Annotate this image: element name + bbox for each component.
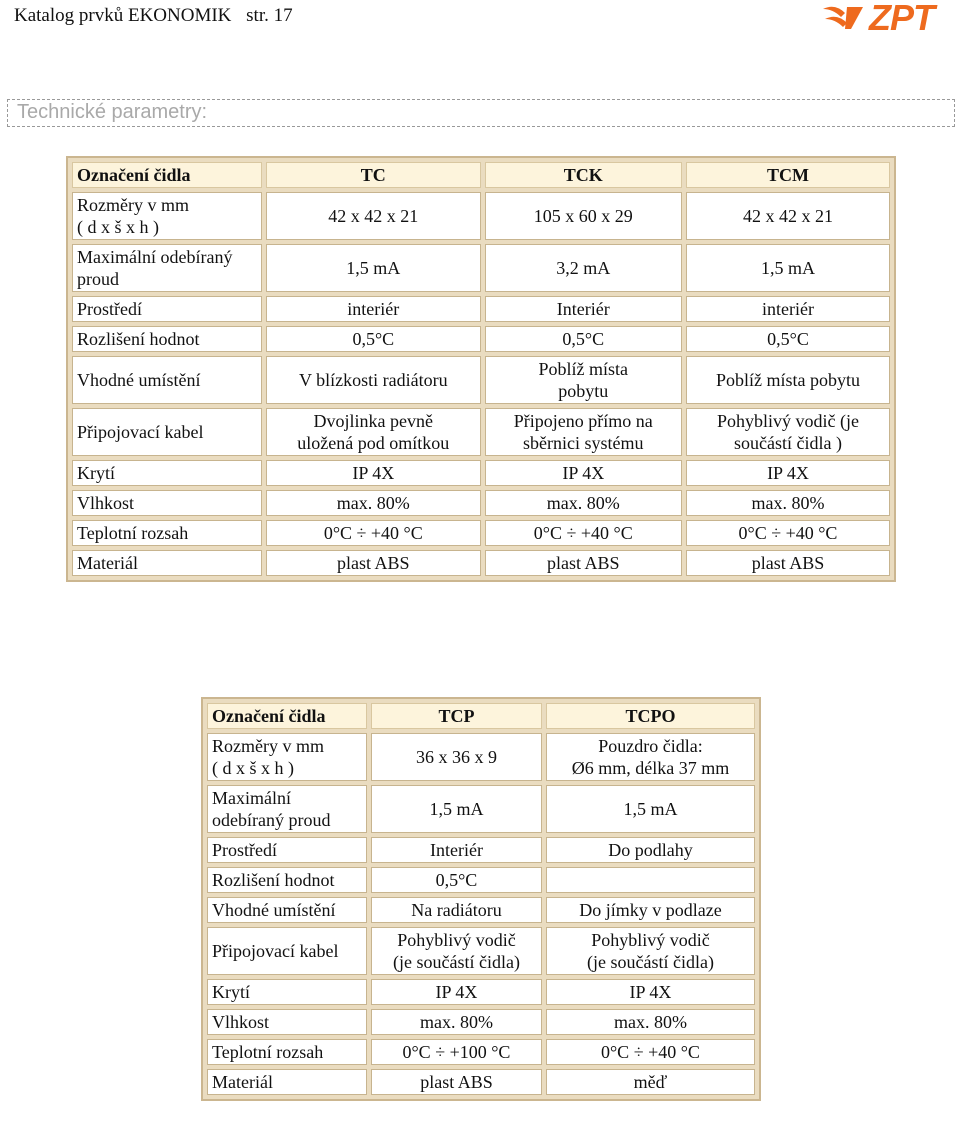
header-cell: TCPO [546,703,755,729]
label-line: proud [77,269,119,289]
table-cell [546,927,755,975]
table-cell: Do podlahy [546,837,755,863]
table-cell: max. 80% [686,490,890,516]
table-cell: 0°C ÷ +40 °C [686,520,890,546]
zpt-logo [821,0,934,38]
table-header-row [207,703,755,729]
table-cell: Interiér [371,837,542,863]
table-cell: 105 x 60 x 29 [485,192,682,240]
cell-line: Poblíž místa [538,359,629,379]
table-cell: 1,5 mA [686,244,890,292]
table-cell: 0,5°C [371,867,542,893]
table-cell: V blízkosti radiátoru [266,356,481,404]
table-row [72,550,890,576]
cell-line: Dvojlinka pevně [313,411,434,431]
table-row [207,979,755,1005]
table-cell: 1,5 mA [266,244,481,292]
table-cell: Na radiátoru [371,897,542,923]
row-label: Teplotní rozsah [207,1039,367,1065]
header-cell: TCP [371,703,542,729]
spec-table-tcp [201,697,761,1101]
section-title: Technické parametry: [17,101,208,123]
page-header [14,5,293,27]
table-row [207,897,755,923]
row-label: Prostředí [207,837,367,863]
table-cell [371,927,542,975]
row-label: Připojovací kabel [207,927,367,975]
table-cell: plast ABS [371,1069,542,1095]
table-cell: IP 4X [686,460,890,486]
table-cell: plast ABS [266,550,481,576]
table-row [207,927,755,975]
table-row [207,867,755,893]
row-label: Krytí [72,460,262,486]
table-cell: 36 x 36 x 9 [371,733,542,781]
table-row [72,192,890,240]
table-cell: 3,2 mA [485,244,682,292]
row-label: Připojovací kabel [72,408,262,456]
row-label: Vlhkost [72,490,262,516]
table-cell: Do jímky v podlaze [546,897,755,923]
table-row [207,733,755,781]
table-cell: 0°C ÷ +40 °C [266,520,481,546]
table-row [72,296,890,322]
table-row [72,356,890,404]
table-cell: max. 80% [371,1009,542,1035]
header-cell: TC [266,162,481,188]
table-row [207,1009,755,1035]
row-label: Vlhkost [207,1009,367,1035]
table-cell: IP 4X [485,460,682,486]
table-cell: 0,5°C [266,326,481,352]
table-cell: 42 x 42 x 21 [266,192,481,240]
table-cell: plast ABS [485,550,682,576]
page-number: str. 17 [246,5,293,26]
table-cell: Interiér [485,296,682,322]
table-cell: měď [546,1069,755,1095]
label-line: Rozměry v mm [212,736,324,756]
row-label: Materiál [207,1069,367,1095]
table-cell: max. 80% [266,490,481,516]
table-row [72,490,890,516]
table-cell: 42 x 42 x 21 [686,192,890,240]
cell-line: Pohyblivý vodič [397,930,516,950]
row-label: Vhodné umístění [72,356,262,404]
table-row [72,408,890,456]
row-label: Prostředí [72,296,262,322]
table-row [207,1039,755,1065]
table-cell: IP 4X [546,979,755,1005]
table-cell: 0°C ÷ +100 °C [371,1039,542,1065]
section-header-box [7,99,955,127]
table-cell: plast ABS [686,550,890,576]
row-label: Krytí [207,979,367,1005]
row-label: Vhodné umístění [207,897,367,923]
header-cell: TCK [485,162,682,188]
table-cell [546,867,755,893]
label-line: ( d x š x h ) [212,758,294,778]
table-cell: 0,5°C [485,326,682,352]
row-label [207,733,367,781]
cell-line: (je součástí čidla) [392,952,520,972]
row-label: Teplotní rozsah [72,520,262,546]
table-cell [266,408,481,456]
table-cell [485,408,682,456]
row-label [72,244,262,292]
table-row [207,837,755,863]
label-line: Rozměry v mm [77,195,189,215]
table-cell [686,408,890,456]
row-label: Materiál [72,550,262,576]
table-row [72,460,890,486]
table-row [207,1069,755,1095]
label-line: odebíraný proud [212,810,331,830]
table-row [207,785,755,833]
cell-line: sběrnici systému [523,433,644,453]
table-cell: interiér [266,296,481,322]
label-line: ( d x š x h ) [77,217,159,237]
cell-line: Pohyblivý vodič [591,930,710,950]
table-cell [546,733,755,781]
label-line: Maximální [212,788,291,808]
table-cell: 0,5°C [686,326,890,352]
cell-line: uložená pod omítkou [297,433,450,453]
table-cell: 0°C ÷ +40 °C [485,520,682,546]
table-row [72,520,890,546]
header-cell: Označení čidla [72,162,262,188]
table-cell: max. 80% [485,490,682,516]
row-label: Rozlišení hodnot [207,867,367,893]
cell-line: pobytu [558,381,609,401]
table-cell: IP 4X [371,979,542,1005]
label-line: Maximální odebíraný [77,247,233,267]
row-label [72,192,262,240]
table-cell [485,356,682,404]
table-row [72,326,890,352]
table-cell: 1,5 mA [546,785,755,833]
header-cell: TCM [686,162,890,188]
cell-line: součástí čidla ) [734,433,842,453]
table-cell: 1,5 mA [371,785,542,833]
cell-line: (je součástí čidla) [586,952,714,972]
row-label [207,785,367,833]
cell-line: Pouzdro čidla: [598,736,703,756]
table-cell: IP 4X [266,460,481,486]
cell-line: Ø6 mm, délka 37 mm [571,758,730,778]
cell-line: Pohyblivý vodič (je [716,411,859,431]
table-header-row [72,162,890,188]
table-cell: 0°C ÷ +40 °C [546,1039,755,1065]
logo-swoosh-icon [821,3,865,33]
spec-table-tc [66,156,896,582]
table-cell: interiér [686,296,890,322]
logo-text: ZPT [869,0,934,38]
row-label: Rozlišení hodnot [72,326,262,352]
header-cell: Označení čidla [207,703,367,729]
table-cell: max. 80% [546,1009,755,1035]
table-cell: Poblíž místa pobytu [686,356,890,404]
cell-line: Připojeno přímo na [513,411,653,431]
table-row [72,244,890,292]
catalog-title: Katalog prvků EKONOMIK [14,5,232,26]
